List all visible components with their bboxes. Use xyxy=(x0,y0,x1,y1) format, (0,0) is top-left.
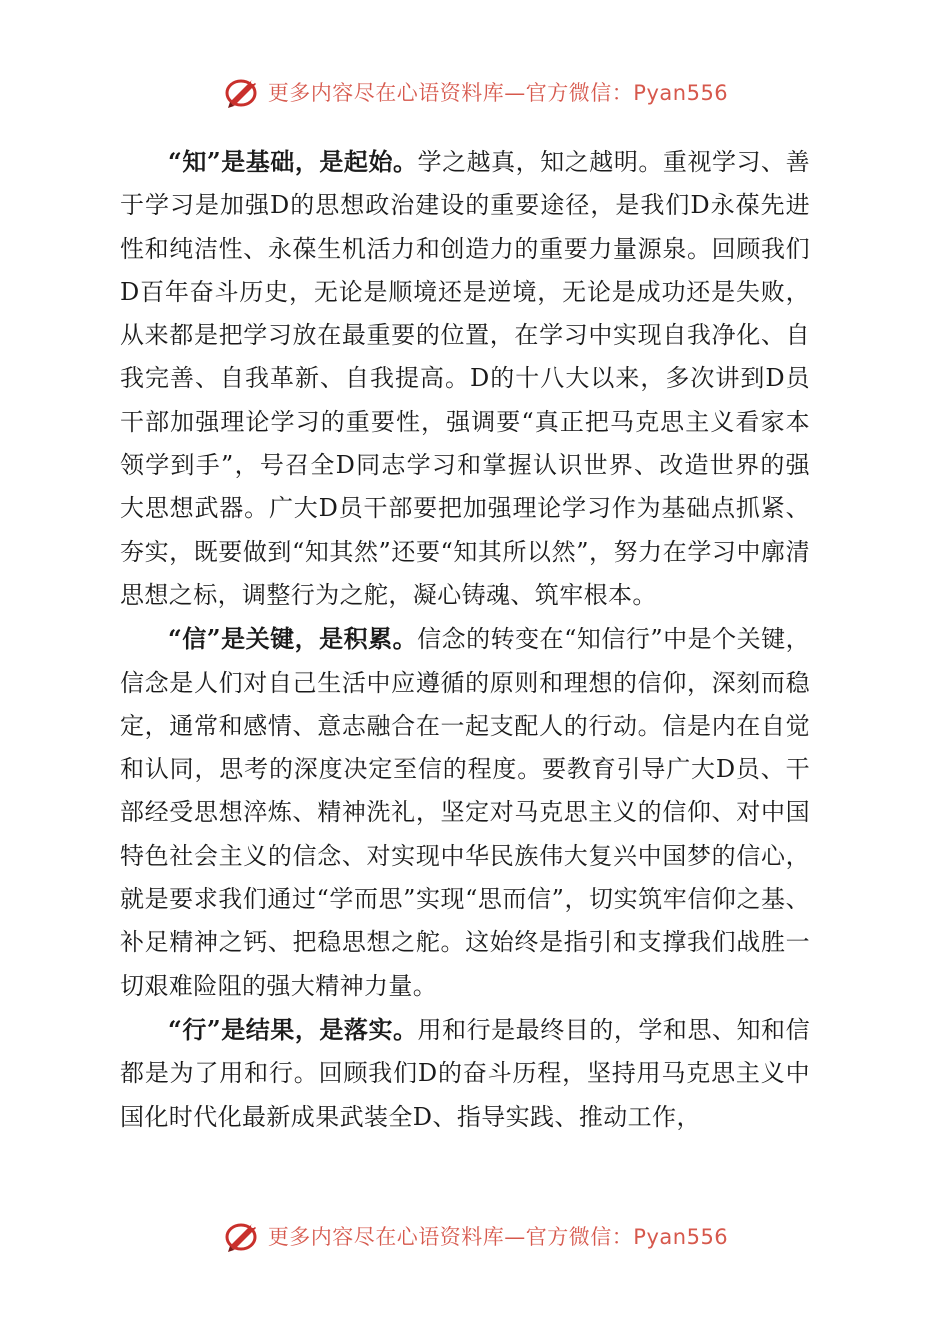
banner-text: 更多内容尽在心语资料库—官方微信：Pyan556 xyxy=(267,1225,729,1249)
header-banner xyxy=(0,72,950,112)
paragraph-lead: “知”是基础，是起始。 xyxy=(168,147,418,176)
document-body xyxy=(120,140,810,1139)
banner-text: 更多内容尽在心语资料库—官方微信：Pyan556 xyxy=(267,81,729,105)
paragraph-text: 信念的转变在“知信行”中是个关键，信念是人们对自己生活中应遵循的原则和理想的信仰，深刻而稳定，通常和感情、意志融合在一起支配人的行动。信是内在自觉和认同，思考的深度决定至信的程度。要教育引导广大D员、干部经受思想淬炼、精神洗礼，坚定对马克思主义的信仰、对中国特色社会主义的信念、对实现中华民族伟大复兴中国梦的信心，就是要求我们通过“学而思”实现“思而信”，切实筑牢信仰之基、补足精神之钙、把稳思想之舵。这始终是指引和支撑我们战胜一切艰难险阻的强大精神力量。 xyxy=(120,625,810,1000)
pen-circle-logo-icon xyxy=(222,1216,262,1256)
paragraph-lead: “信”是关键，是积累。 xyxy=(168,624,418,654)
footer-banner xyxy=(0,1216,950,1256)
paragraph-xin xyxy=(120,617,810,1008)
paragraph-zhi xyxy=(120,140,810,617)
pen-circle-logo-icon xyxy=(222,72,262,112)
paragraph-xing xyxy=(120,1008,810,1139)
paragraph-lead: “行”是结果，是落实。 xyxy=(168,1014,418,1044)
paragraph-text: 用和行是最终目的，学和思、知和信都是为了用和行。回顾我们D的奋斗历程，坚持用马克思主义中国化时代化最新成果武装全D、指导实践、推动工作， xyxy=(120,1015,810,1131)
paragraph-text: 学之越真，知之越明。重视学习、善于学习是加强D的思想政治建设的重要途径，是我们D永葆先进性和纯洁性、永葆生机活力和创造力的重要力量源泉。回顾我们D百年奋斗历史，无论是顺境还是逆境，无论是成功还是失败，从来都是把学习放在最重要的位置，在学习中实现自我净化、自我完善、自我革新、自我提高。D的十八大以来，多次讲到D员干部加强理论学习的重要性，强调要“真正把马克思主义看家本领学到手”，号召全D同志学习和掌握认识世界、改造世界的强大思想武器。广大D员干部要把加强理论学习作为基础点抓紧、夯实，既要做到“知其然”还要“知其所以然”，努力在学习中廓清思想之标，调整行为之舵，凝心铸魂、筑牢根本。 xyxy=(120,148,810,609)
